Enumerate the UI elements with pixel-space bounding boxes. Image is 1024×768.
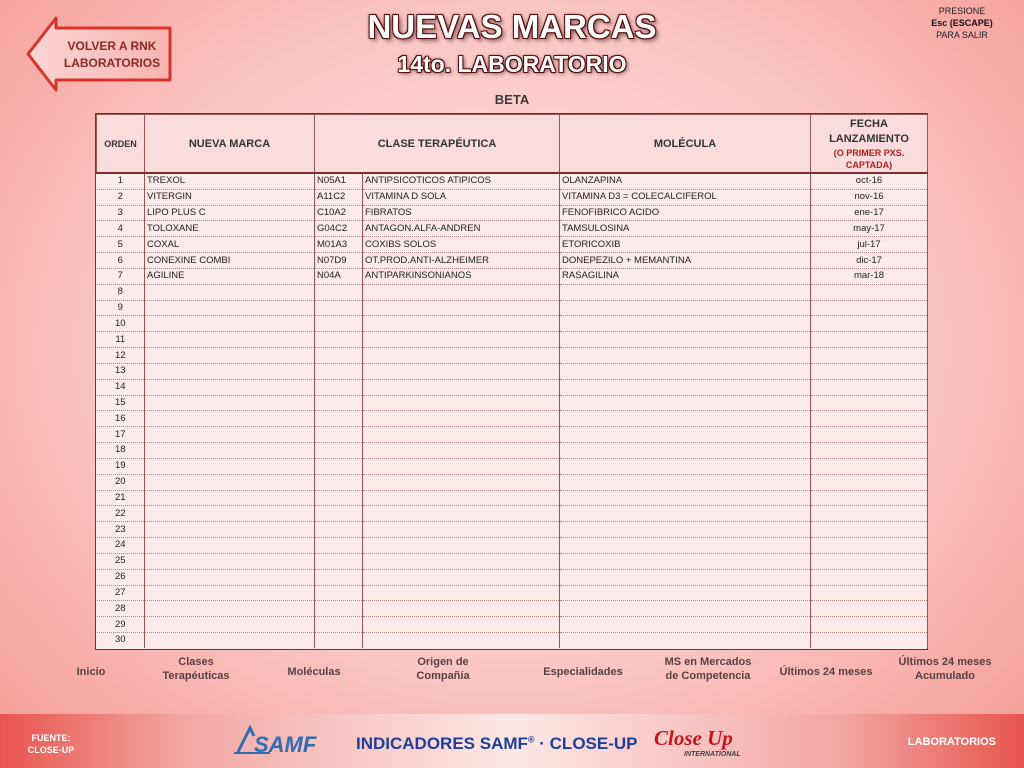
col-header-fecha	[811, 115, 928, 174]
cell-nueva-marca	[145, 411, 315, 427]
cell-molecula: RASAGILINA	[560, 268, 811, 284]
cell-nueva-marca	[145, 443, 315, 459]
cell-orden: 6	[97, 253, 145, 269]
nav-clases-terapeuticas[interactable]	[146, 655, 246, 683]
cell-fecha	[811, 601, 928, 617]
back-button-label-line2: LABORATORIOS	[63, 56, 161, 70]
cell-clase-code	[315, 617, 363, 633]
cell-clase-code	[315, 506, 363, 522]
cell-orden: 4	[97, 221, 145, 237]
cell-clase-name: COXIBS SOLOS	[363, 237, 560, 253]
cell-orden: 26	[97, 569, 145, 585]
cell-clase-code	[315, 300, 363, 316]
cell-clase-code	[315, 553, 363, 569]
cell-clase-name	[363, 458, 560, 474]
footer-bar	[0, 714, 1024, 768]
cell-clase-code	[315, 332, 363, 348]
cell-nueva-marca	[145, 633, 315, 648]
cell-fecha	[811, 363, 928, 379]
table-row	[97, 506, 928, 522]
cell-nueva-marca	[145, 458, 315, 474]
cell-orden: 29	[97, 617, 145, 633]
cell-molecula	[560, 284, 811, 300]
indicadores-text: INDICADORES SAMF	[356, 734, 528, 753]
cell-molecula	[560, 522, 811, 538]
cell-clase-code	[315, 443, 363, 459]
cell-clase-name	[363, 379, 560, 395]
cell-nueva-marca	[145, 427, 315, 443]
cell-fecha	[811, 332, 928, 348]
cell-clase-name	[363, 395, 560, 411]
cell-nueva-marca	[145, 363, 315, 379]
cell-fecha: may-17	[811, 221, 928, 237]
table-row	[97, 300, 928, 316]
cell-orden: 3	[97, 205, 145, 221]
nav-ms-line1: MS en Mercados	[664, 656, 752, 668]
cell-clase-name	[363, 284, 560, 300]
cell-molecula	[560, 617, 811, 633]
col-header-orden: ORDEN	[97, 115, 145, 174]
cell-nueva-marca: LIPO PLUS C	[145, 205, 315, 221]
cell-molecula: DONEPEZILO + MEMANTINA	[560, 253, 811, 269]
cell-molecula	[560, 316, 811, 332]
cell-fecha	[811, 395, 928, 411]
table-row	[97, 553, 928, 569]
cell-nueva-marca	[145, 284, 315, 300]
escape-hint-line2: Esc (ESCAPE)	[931, 18, 993, 28]
cell-molecula	[560, 379, 811, 395]
samf-logo	[232, 722, 338, 758]
cell-molecula	[560, 443, 811, 459]
cell-orden: 20	[97, 474, 145, 490]
cell-orden: 21	[97, 490, 145, 506]
cell-clase-code	[315, 348, 363, 364]
cell-molecula	[560, 348, 811, 364]
nav-ms-line2: de Competencia	[665, 670, 751, 682]
nav-ultimos-acum-line1: Últimos 24 meses	[898, 656, 992, 668]
cell-molecula	[560, 363, 811, 379]
cell-nueva-marca: COXAL	[145, 237, 315, 253]
cell-clase-name	[363, 363, 560, 379]
cell-orden: 11	[97, 332, 145, 348]
cell-nueva-marca	[145, 490, 315, 506]
cell-clase-code	[315, 316, 363, 332]
cell-fecha	[811, 506, 928, 522]
cell-molecula	[560, 585, 811, 601]
cell-molecula	[560, 411, 811, 427]
cell-fecha: jul-17	[811, 237, 928, 253]
cell-clase-name	[363, 553, 560, 569]
nav-ultimos-acum-line2: Acumulado	[915, 670, 975, 682]
cell-nueva-marca	[145, 300, 315, 316]
cell-molecula	[560, 506, 811, 522]
nav-especialidades[interactable]: Especialidades	[543, 666, 623, 678]
cell-nueva-marca	[145, 585, 315, 601]
table-row	[97, 443, 928, 459]
closeup-logo-text: Close Up	[654, 726, 733, 750]
cell-clase-code: N04A	[315, 268, 363, 284]
cell-orden: 12	[97, 348, 145, 364]
source-note-line1: FUENTE:	[31, 733, 71, 743]
cell-clase-code	[315, 379, 363, 395]
cell-molecula	[560, 395, 811, 411]
table-row	[97, 237, 928, 253]
cell-orden: 18	[97, 443, 145, 459]
cell-clase-code	[315, 522, 363, 538]
cell-nueva-marca	[145, 348, 315, 364]
cell-clase-name	[363, 617, 560, 633]
cell-fecha	[811, 538, 928, 554]
cell-fecha	[811, 633, 928, 648]
cell-clase-name	[363, 427, 560, 443]
cell-clase-name: VITAMINA D SOLA	[363, 189, 560, 205]
cell-molecula: OLANZAPINA	[560, 173, 811, 189]
nav-origen-compania[interactable]	[398, 655, 488, 683]
cell-clase-name: ANTIPARKINSONIANOS	[363, 268, 560, 284]
cell-clase-name	[363, 316, 560, 332]
nav-ms-mercados[interactable]	[652, 655, 764, 683]
cell-orden: 22	[97, 506, 145, 522]
cell-clase-name: ANTAGON.ALFA-ANDREN	[363, 221, 560, 237]
cell-clase-code: N07D9	[315, 253, 363, 269]
cell-fecha: ene-17	[811, 205, 928, 221]
cell-fecha	[811, 490, 928, 506]
cell-orden: 7	[97, 268, 145, 284]
cell-molecula: TAMSULOSINA	[560, 221, 811, 237]
table-row	[97, 601, 928, 617]
cell-orden: 9	[97, 300, 145, 316]
page-title: NUEVAS MARCAS	[367, 8, 657, 45]
col-header-nueva-marca: NUEVA MARCA	[145, 115, 315, 174]
cell-fecha: nov-16	[811, 189, 928, 205]
cell-orden: 15	[97, 395, 145, 411]
cell-molecula: VITAMINA D3 = COLECALCIFEROL	[560, 189, 811, 205]
nav-origen-line2: Compañía	[416, 670, 470, 682]
cell-orden: 25	[97, 553, 145, 569]
samf-logo-text: SAMF	[254, 732, 317, 757]
cell-fecha	[811, 284, 928, 300]
table-row	[97, 395, 928, 411]
cell-nueva-marca	[145, 395, 315, 411]
table-row	[97, 363, 928, 379]
cell-molecula	[560, 601, 811, 617]
cell-orden: 14	[97, 379, 145, 395]
cell-orden: 30	[97, 633, 145, 648]
closeup-logo	[652, 722, 758, 762]
closeup-logo-subtext: INTERNATIONAL	[684, 751, 741, 758]
col-header-fecha-sub: (O PRIMER PXS. CAPTADA)	[833, 147, 905, 170]
laboratorios-link[interactable]: LABORATORIOS	[907, 736, 996, 748]
table-row	[97, 173, 928, 189]
cell-molecula	[560, 538, 811, 554]
col-header-fecha-label: FECHA LANZAMIENTO	[829, 117, 909, 145]
table-row	[97, 569, 928, 585]
cell-nueva-marca	[145, 474, 315, 490]
cell-clase-code	[315, 427, 363, 443]
table-row	[97, 221, 928, 237]
cell-molecula	[560, 490, 811, 506]
cell-clase-code: A11C2	[315, 189, 363, 205]
cell-nueva-marca	[145, 569, 315, 585]
cell-clase-name	[363, 585, 560, 601]
cell-nueva-marca: TREXOL	[145, 173, 315, 189]
cell-nueva-marca: VITERGIN	[145, 189, 315, 205]
cell-orden: 16	[97, 411, 145, 427]
nav-origen-line1: Origen de	[417, 656, 469, 668]
cell-clase-code	[315, 395, 363, 411]
cell-clase-name: ANTIPSICOTICOS ATIPICOS	[363, 173, 560, 189]
cell-clase-code	[315, 538, 363, 554]
cell-fecha	[811, 569, 928, 585]
cell-clase-name	[363, 633, 560, 648]
table-row	[97, 411, 928, 427]
cell-molecula: ETORICOXIB	[560, 237, 811, 253]
cell-orden: 13	[97, 363, 145, 379]
cell-orden: 28	[97, 601, 145, 617]
cell-orden: 19	[97, 458, 145, 474]
cell-clase-name	[363, 348, 560, 364]
cell-clase-name	[363, 332, 560, 348]
cell-nueva-marca	[145, 522, 315, 538]
cell-clase-code	[315, 633, 363, 648]
table-row	[97, 253, 928, 269]
nav-clases-line1: Clases	[178, 656, 214, 668]
cell-molecula	[560, 569, 811, 585]
cell-clase-code	[315, 585, 363, 601]
cell-nueva-marca	[145, 332, 315, 348]
cell-molecula	[560, 332, 811, 348]
cell-fecha: oct-16	[811, 173, 928, 189]
cell-nueva-marca: CONEXINE COMBI	[145, 253, 315, 269]
cell-fecha	[811, 585, 928, 601]
table-row	[97, 379, 928, 395]
cell-nueva-marca	[145, 617, 315, 633]
table-row	[97, 284, 928, 300]
cell-molecula	[560, 633, 811, 648]
cell-orden: 8	[97, 284, 145, 300]
nav-moleculas[interactable]: Moléculas	[287, 666, 341, 678]
cell-molecula	[560, 553, 811, 569]
cell-molecula	[560, 458, 811, 474]
cell-fecha	[811, 522, 928, 538]
cell-clase-code: C10A2	[315, 205, 363, 221]
cell-fecha: dic-17	[811, 253, 928, 269]
cell-clase-name	[363, 411, 560, 427]
cell-nueva-marca: TOLOXANE	[145, 221, 315, 237]
cell-orden: 5	[97, 237, 145, 253]
cell-clase-name	[363, 300, 560, 316]
cell-molecula	[560, 474, 811, 490]
cell-clase-name: OT.PROD.ANTI-ALZHEIMER	[363, 253, 560, 269]
cell-clase-code	[315, 569, 363, 585]
cell-clase-name: FIBRATOS	[363, 205, 560, 221]
indicadores-label	[356, 734, 638, 754]
back-button-label-line1: VOLVER A RNK	[67, 39, 157, 53]
table-row	[97, 617, 928, 633]
cell-nueva-marca: AGILINE	[145, 268, 315, 284]
cell-orden: 24	[97, 538, 145, 554]
cell-clase-code	[315, 458, 363, 474]
nav-ultimos-24-meses[interactable]: Últimos 24 meses	[779, 666, 873, 678]
cell-clase-name	[363, 506, 560, 522]
cell-fecha	[811, 443, 928, 459]
cell-fecha	[811, 474, 928, 490]
source-note	[18, 732, 84, 756]
cell-clase-name	[363, 538, 560, 554]
cell-clase-name	[363, 474, 560, 490]
escape-hint	[912, 5, 1012, 41]
table-row	[97, 522, 928, 538]
col-header-clase-terapeutica: CLASE TERAPÉUTICA	[315, 115, 560, 174]
table-header-row	[97, 115, 928, 174]
nav-ultimos-24-acumulado[interactable]	[888, 655, 1002, 683]
cell-clase-code: N05A1	[315, 173, 363, 189]
cell-clase-code: G04C2	[315, 221, 363, 237]
table-row	[97, 205, 928, 221]
cell-fecha	[811, 348, 928, 364]
col-header-molecula: MOLÉCULA	[560, 115, 811, 174]
cell-nueva-marca	[145, 316, 315, 332]
table-row	[97, 268, 928, 284]
cell-orden: 17	[97, 427, 145, 443]
section-label: BETA	[494, 92, 530, 107]
cell-orden: 23	[97, 522, 145, 538]
cell-nueva-marca	[145, 506, 315, 522]
escape-hint-line3: PARA SALIR	[936, 30, 988, 40]
cell-molecula	[560, 427, 811, 443]
cell-orden: 10	[97, 316, 145, 332]
table-row	[97, 189, 928, 205]
table-row	[97, 348, 928, 364]
source-note-line2: CLOSE-UP	[27, 745, 75, 755]
cell-clase-code	[315, 284, 363, 300]
nav-clases-line2: Terapéuticas	[162, 670, 230, 682]
cell-molecula	[560, 300, 811, 316]
table-row	[97, 458, 928, 474]
table-row	[97, 474, 928, 490]
brands-table	[95, 113, 928, 650]
cell-clase-name	[363, 569, 560, 585]
cell-clase-code	[315, 411, 363, 427]
cell-orden: 1	[97, 173, 145, 189]
cell-nueva-marca	[145, 538, 315, 554]
cell-clase-code	[315, 490, 363, 506]
cell-fecha	[811, 427, 928, 443]
cell-fecha	[811, 553, 928, 569]
cell-clase-name	[363, 490, 560, 506]
cell-clase-name	[363, 522, 560, 538]
cell-clase-code	[315, 474, 363, 490]
table-row	[97, 538, 928, 554]
cell-clase-name	[363, 443, 560, 459]
cell-fecha	[811, 458, 928, 474]
indicadores-tail: · CLOSE-UP	[534, 734, 638, 753]
cell-nueva-marca	[145, 379, 315, 395]
cell-fecha	[811, 379, 928, 395]
cell-molecula: FENOFIBRICO ACIDO	[560, 205, 811, 221]
cell-clase-name	[363, 601, 560, 617]
cell-clase-code: M01A3	[315, 237, 363, 253]
table-row	[97, 490, 928, 506]
table-row	[97, 427, 928, 443]
cell-clase-code	[315, 601, 363, 617]
cell-nueva-marca	[145, 553, 315, 569]
table-row	[97, 316, 928, 332]
nav-inicio[interactable]: Inicio	[76, 666, 106, 678]
table-row	[97, 332, 928, 348]
cell-nueva-marca	[145, 601, 315, 617]
escape-hint-line1: PRESIONE	[938, 6, 986, 16]
table-row	[97, 585, 928, 601]
page-subtitle: 14to. LABORATORIO	[397, 51, 627, 77]
cell-orden: 2	[97, 189, 145, 205]
cell-fecha	[811, 617, 928, 633]
cell-fecha: mar-18	[811, 268, 928, 284]
registered-mark: ®	[527, 734, 535, 745]
cell-fecha	[811, 316, 928, 332]
cell-clase-code	[315, 363, 363, 379]
cell-orden: 27	[97, 585, 145, 601]
table-row	[97, 633, 928, 648]
cell-fecha	[811, 411, 928, 427]
cell-fecha	[811, 300, 928, 316]
